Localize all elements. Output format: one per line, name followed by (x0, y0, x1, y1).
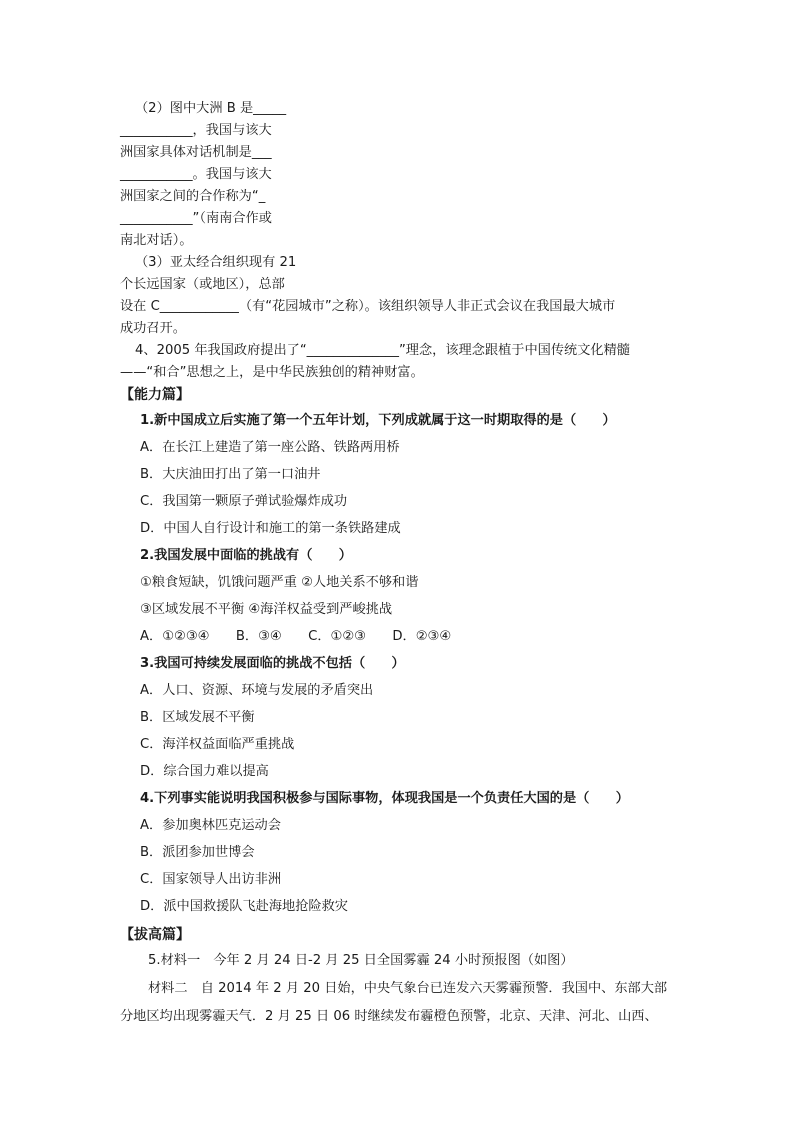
q2-line-6: ___________”（南南合作或 (120, 211, 272, 226)
q3-option-b: B．区域发展不平衡 (140, 710, 255, 725)
q4-option-c: C．国家领导人出访非洲 (140, 872, 282, 887)
question-1: 1.新中国成立后实施了第一个五年计划，下列成就属于这一时期取得的是（ ） (140, 413, 616, 428)
q4-option-d: D．派中国救援队飞赴海地抢险救灾 (140, 899, 348, 914)
q4-line-1: 4、2005 年我国政府提出了“______________”理念，该理念跟植于中国传统文化精髓 (135, 343, 630, 358)
q2-line-3: 洲国家具体对话机制是___ (120, 145, 272, 160)
q2-items-2: ③区域发展不平衡 ④海洋权益受到严峻挑战 (140, 602, 393, 617)
q1-option-b: B．大庆油田打出了第一口油井 (140, 467, 321, 482)
q5-material-1: 5.材料一 今年 2 月 24 日-2 月 25 日全国雾霾 24 小时预报图（如图） (148, 953, 574, 968)
q1-option-a: A．在长江上建造了第一座公路、铁路两用桥 (140, 440, 400, 455)
q3-line-4: 成功召开。 (120, 321, 186, 336)
q5-material-2-cont: 分地区均出现雾霾天气．2 月 25 日 06 时继续发布霾橙色预警，北京、天津、河北、山西、 (120, 1009, 658, 1024)
advanced-heading: 【拔高篇】 (120, 927, 190, 943)
q3-line-2: 个长远国家（或地区），总部 (120, 277, 285, 292)
q2-line-7: 南北对话）。 (120, 233, 193, 248)
q2-line-2: ___________，我国与该大 (120, 123, 272, 138)
q3-option-c: C．海洋权益面临严重挑战 (140, 737, 295, 752)
q2-line-4: ___________。我国与该大 (120, 167, 272, 182)
q4-line-2: ——“和合”思想之上，是中华民族独创的精神财富。 (120, 365, 424, 380)
q2-options: A．①②③④ B．③④ C．①②③ D．②③④ (140, 629, 452, 644)
q3-option-a: A．人口、资源、环境与发展的矛盾突出 (140, 683, 374, 698)
q4-option-b: B．派团参加世博会 (140, 845, 255, 860)
q2-line-5: 洲国家之间的合作称为“_ (120, 189, 266, 204)
q5-material-2: 材料二 自 2014 年 2 月 20 日始，中央气象台已连发六天雾霾预警．我国中、东部大部 (148, 981, 668, 996)
q4-option-a: A．参加奥林匹克运动会 (140, 818, 281, 833)
q3-line-3: 设在 C____________（有“花园城市”之称）。该组织领导人非正式会议在我国最大城市 (120, 299, 616, 314)
ability-heading: 【能力篇】 (120, 387, 190, 403)
q3-option-d: D．综合国力难以提高 (140, 764, 269, 779)
q1-option-c: C．我国第一颗原子弹试验爆炸成功 (140, 494, 348, 509)
question-3: 3.我国可持续发展面临的挑战不包括（ ） (140, 656, 405, 671)
question-2: 2.我国发展中面临的挑战有（ ） (140, 548, 352, 563)
q3-line-1: （3）亚太经合组织现有 21 (135, 255, 297, 270)
question-4: 4.下列事实能说明我国积极参与国际事物，体现我国是一个负责任大国的是（ ） (140, 791, 629, 806)
q2-items-1: ①粮食短缺，饥饿问题严重 ②人地关系不够和谐 (140, 575, 419, 590)
q2-line-1: （2）图中大洲 B 是_____ (135, 101, 287, 116)
q1-option-d: D．中国人自行设计和施工的第一条铁路建成 (140, 521, 401, 536)
